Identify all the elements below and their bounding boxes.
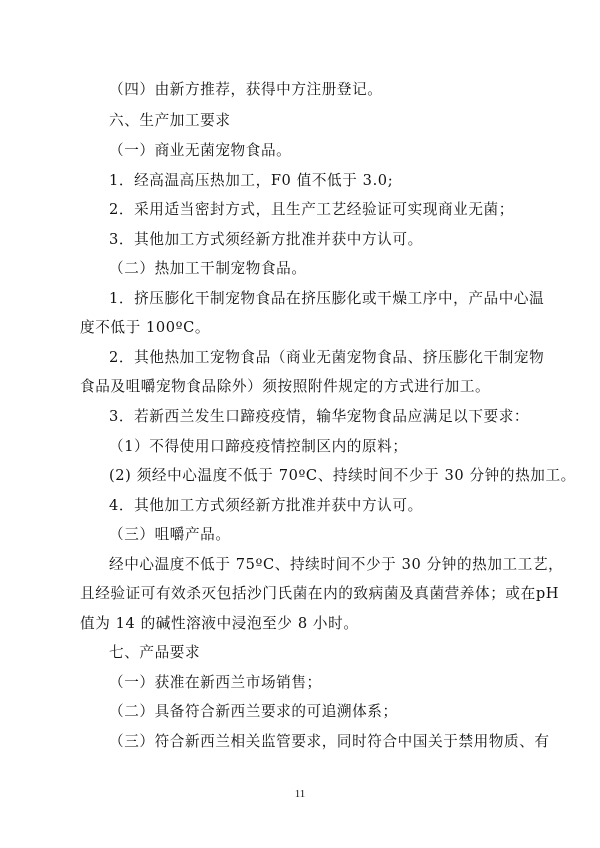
item-3-dried-sub1: （1）不得使用口蹄疫疫情控制区内的原料； xyxy=(109,438,408,455)
item-2-sterile: 2．采用适当密封方式，且生产工艺经验证可实现商业无菌； xyxy=(109,201,514,218)
para-registration: （四）由新方推荐，获得中方注册登记。 xyxy=(109,81,383,98)
item-3-sterile: 3．其他加工方式须经新方批准并获中方认可。 xyxy=(109,231,423,248)
page-number: 11 xyxy=(294,788,306,800)
heading-product-requirements: 七、产品要求 xyxy=(109,644,201,661)
item-3-dried-sub2: (2) 须经中心温度不低于 70ºC、持续时间不少于 30 分钟的热加工。 xyxy=(109,467,576,484)
item-1-dried-line1: 1．挤压膨化干制宠物食品在挤压膨化或干燥工序中，产品中心温 xyxy=(109,290,545,307)
item-3-dried: 3．若新西兰发生口蹄疫疫情，输华宠物食品应满足以下要求： xyxy=(109,408,530,425)
chew-para-line1: 经中心温度不低于 75ºC、持续时间不少于 30 分钟的热加工工艺， xyxy=(109,556,564,573)
chew-para-line2: 且经验证可有效杀灭包括沙门氏菌在内的致病菌及真菌营养体；或在pH xyxy=(80,585,560,602)
heading-processing-requirements: 六、生产加工要求 xyxy=(109,112,231,129)
subheading-sterile-food: （一）商业无菌宠物食品。 xyxy=(109,142,292,159)
product-item-1: （一）获准在新西兰市场销售； xyxy=(109,674,322,691)
subheading-dried-food: （二）热加工干制宠物食品。 xyxy=(109,260,307,277)
product-item-2: （二）具备符合新西兰要求的可追溯体系； xyxy=(109,703,398,720)
item-4-dried: 4．其他加工方式须经新方批准并获中方认可。 xyxy=(109,497,423,514)
item-1-dried-line2: 度不低于 100ºC。 xyxy=(80,319,211,336)
item-2-dried-line1: 2．其他热加工宠物食品（商业无菌宠物食品、挤压膨化干制宠物 xyxy=(109,349,545,366)
product-item-3: （三）符合新西兰相关监管要求，同时符合中国关于禁用物质、有 xyxy=(109,733,550,750)
subheading-chew-products: （三）咀嚼产品。 xyxy=(109,526,231,543)
item-1-sterile: 1．经高温高压热加工，F0 值不低于 3.0; xyxy=(109,172,394,189)
item-2-dried-line2: 食品及咀嚼宠物食品除外）须按照附件规定的方式进行加工。 xyxy=(80,378,491,395)
chew-para-line3: 值为 14 的碱性溶液中浸泡至少 8 小时。 xyxy=(80,615,359,632)
